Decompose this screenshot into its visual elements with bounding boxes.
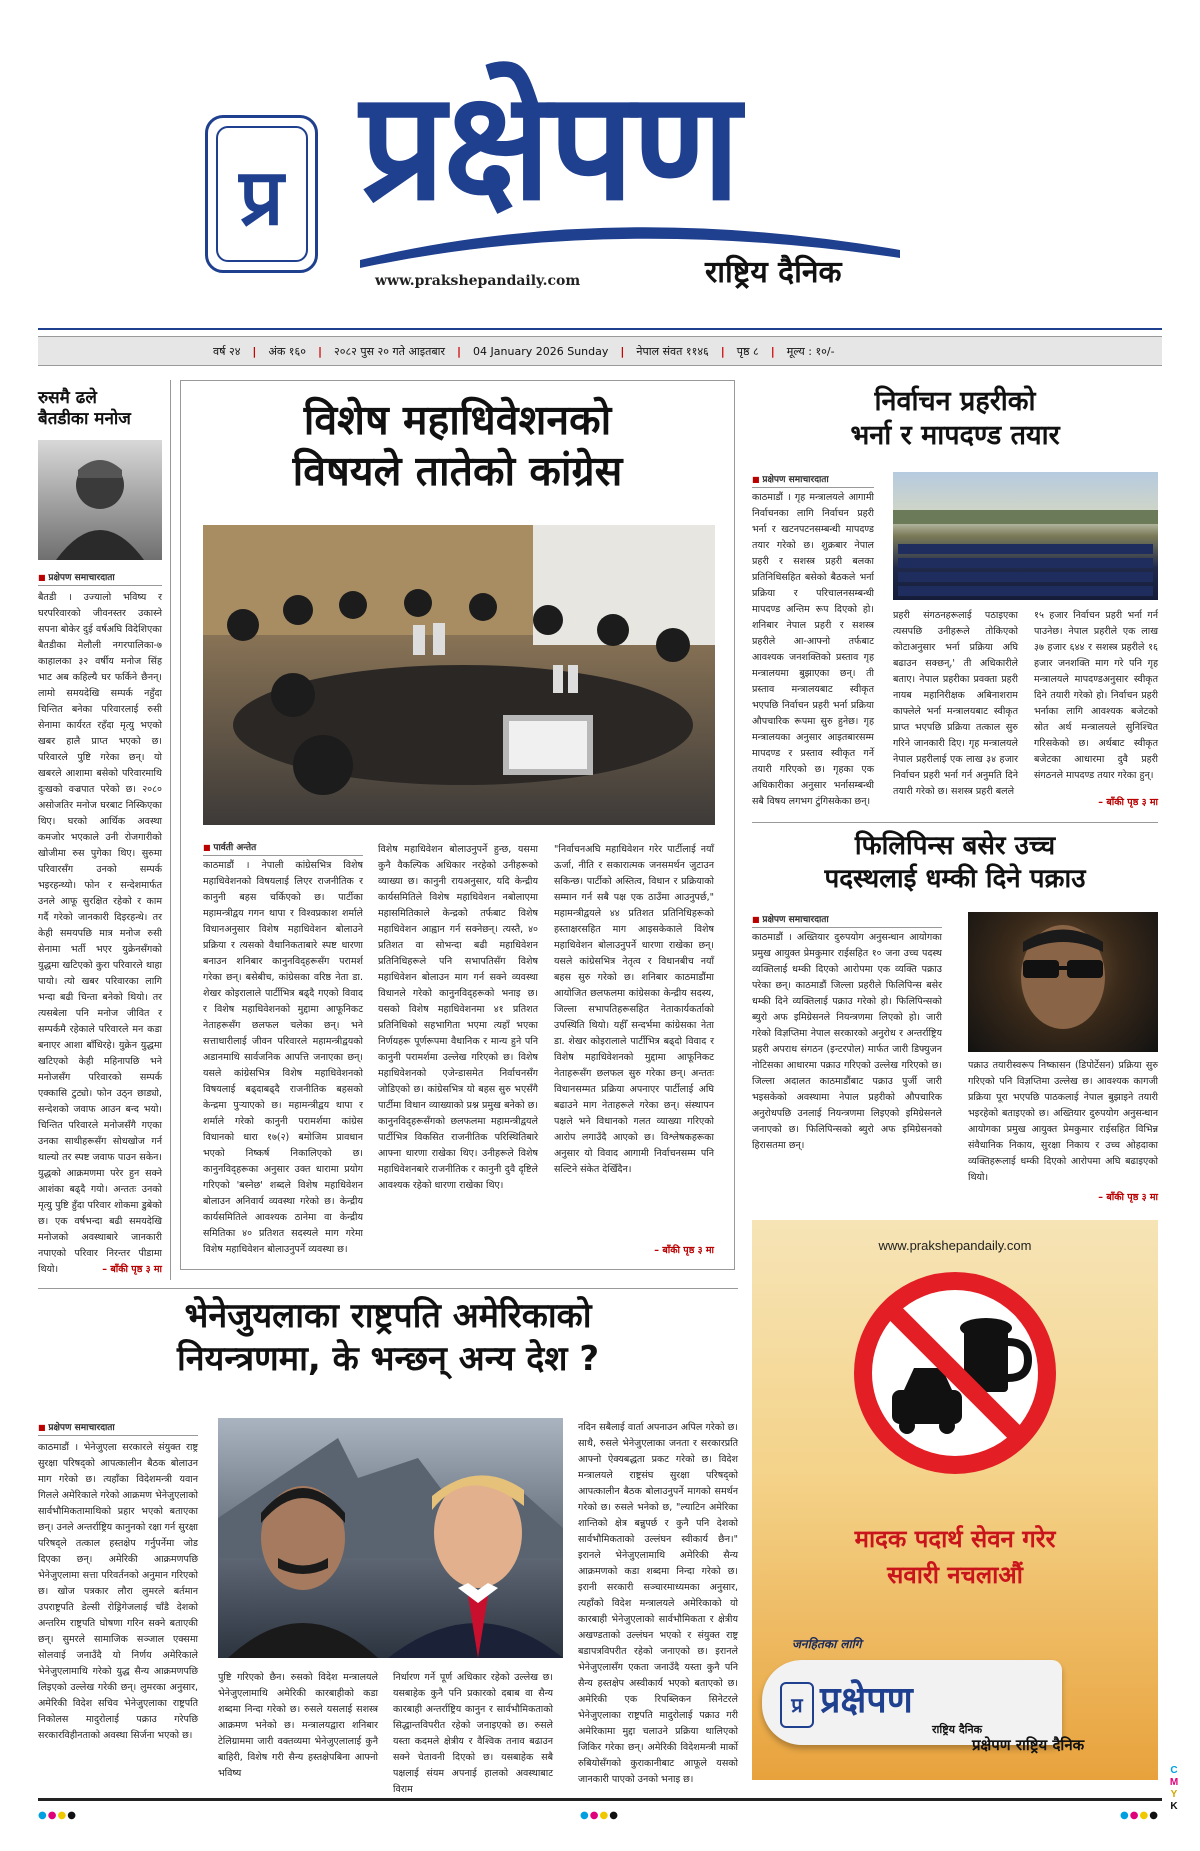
bottom-story-col4: नदिन सबैलाई वार्ता अपनाउन अपिल गरेको छ। साथै, रुसले भेनेजुएलाका जनता र सरकारप्रति आफ्नो ऐक्यबद्धता प्रकट गरेको छ। विदेश मन्त्रालयले राष्ट्रसंघ सुरक्षा परिषद्को आपत्कालीन बैठक बोलाउनुपर्ने मागको समर्थन गरेको छ। रुसले भनेको छ, "ल्याटिन अमेरिका शान्तिको क्षेत्र बन्नुपर्छ र कुनै पनि देशको सार्वभौमिकताको उल्लंघन स्वीकार्य छैन।" इरानले भेनेजुएलामाथि अमेरिकी सैन्य आक्रमणको कडा शब्दमा निन्दा गरेको छ। इरानी सरकारी सञ्चारमाध्यमका अनुसार, त्यहाँको विदेश मन्त्रालयले अमेरिकाको यो कारबाही भेनेजुएलाको सार्वभौमिकता र क्षेत्रीय अखण्डताको उल्लंघन भएको र संयुक्त राष्ट्र बडापत्रविपरीत रहेको जनाएको छ। इरानले भेनेजुएलासँग एकता जनाउँदै यस्ता कुनै पनि सैन्य हस्तक्षेप अस्वीकार्य भएको बताएको छ। अमेरिकी एक रिपब्लिकन सिनेटरले भेनेजुएलाका राष्ट्रपति मादुरोलाई पक्राउ गरी अमेरिकामा मुद्दा चलाउने प्रक्रिया थालिएको जिकिर गरेका छन्। अमेरिकी विदेशमन्त्री मार्को रुबियोसँगको कुराकानीबाट आफूले यसको जानकारी पाएको उनको भनाइ छ। bbox=[578, 1422, 738, 1785]
right-top-headline[interactable] bbox=[752, 385, 1158, 453]
right-top-col1: काठमाडौं । गृह मन्त्रालयले आगामी निर्वाचनका लागि निर्वाचन प्रहरी भर्ना र खटनपटनसम्बन्धी मापदण्ड तयार गरेको छ। शुक्रबार नेपाल प्रहरी र सशस्त्र प्रहरी बलका प्रतिनिधिसहित बसेको बैठकले भर्ना प्रक्रिया र परिचालनसम्बन्धी मापदण्ड अन्तिम रूप दिएको हो। शनिबार नेपाल प्रहरी र सशस्त्र प्रहरीले आ-आफ्नो तर्फबाट आवश्यक जनशक्तिको प्रस्ताव गृह मन्त्रालयमा बुझाएका छन्। ती प्रस्ताव मन्त्रालयबाट स्वीकृत भएपछि निर्वाचन प्रहरी भर्ना प्रक्रिया औपचारिक रूपमा सुरु हुनेछ। गृह मन्त्रालयका अनुसार आइतबारसम्म मापदण्ड र प्रस्ताव स्वीकृत गर्ने तयारी गरिएको छ। गृहका एक अधिकारीका अनुसार भर्नासम्बन्धी सबै विषय लगभग टुंगिसकेका छन्। bbox=[752, 492, 874, 807]
left-headline-line2: बैतडीका मनोज bbox=[38, 409, 131, 430]
right-top-byline: ■ प्रक्षेपण समाचारदाता bbox=[752, 472, 874, 488]
left-story-continued[interactable]: – बाँकी पृष्ठ ३ मा bbox=[102, 1264, 162, 1275]
date-nepali: २०८२ पुस २० गते आइतबार bbox=[334, 344, 445, 358]
left-headline-line1: रुसमै ढले bbox=[38, 388, 97, 408]
ad-message-line1: मादक पदार्थ सेवन गरेर bbox=[854, 1525, 1056, 1553]
registration-dots-left: ●●●● bbox=[38, 1810, 77, 1821]
ad-url[interactable]: www.prakshepandaily.com bbox=[878, 1238, 1032, 1253]
cmyk-c: C bbox=[1170, 1765, 1178, 1776]
bottom-story-headline[interactable] bbox=[38, 1295, 738, 1380]
cmyk-y: Y bbox=[1170, 1789, 1178, 1800]
left-story-body: बैतडी । उज्यालो भविष्य र घरपरिवारको जीवनस्तर उकास्ने सपना बोकेर दुई वर्षअघि विदेशिएका बैतडीका मेलौली नगरपालिका-७ काहालका ३२ वर्षीय मनोज सिंह भाट अब कहिल्यै घर फर्किने छैनन्। लामो समयदेखि सम्पर्क नहुँदा चिन्तित बनेका परिवारलाई रुसी सेनामा कार्यरत रहँदा मृत्यु भएको खबर हालै प्राप्त भएको छ। परिवारले पुष्टि गरेका छन्। यो खबरले आशामा बसेको परिवारमाथि दुःखको वज्रपात परेको छ। २०८० असोजतिर मनोज घरबाट निस्किएका थिए। घरको आर्थिक अवस्था कमजोर भएकाले उनी रोजगारीको खोजीमा रुस पुगेका थिए। सुरुमा परिवारसँग उनको सम्पर्क भइरहन्थ्यो। फोन र सन्देशमार्फत उनले आफू सुरक्षित रहेको र काम गर्दै गरेको जानकारी दिइरहन्थे। तर केही समयपछि मात्र मनोज रुसी सेनामा भर्ती भएर युक्रेनसँगको युद्धमा खटिएको कुरा परिवारले थाहा पायो। त्यो खबर परिवारका लागि भन्दा बढी चिन्ता बनेको थियो। तर त्यसबेला पनि मनोज जीवित र सम्पर्कमै रहेकाले परिवारले मन कडा बनाएर आशा बाँधिरहे। युक्रेन युद्धमा खटिएको केही महिनापछि भने मनोजसँग परिवारको सम्पर्क एक्कासि टुट्यो। फोन उठ्न छाड्यो, सन्देशको जवाफ आउन बन्द भयो। चिन्तित परिवारले मनोजसँगै गएका उनका साथीहरूसँग सोधखोज गर्न थाल्यो तर स्पष्ट जवाफ पाउन सकेन। युद्धको आक्रमणमा परेर हुन सक्ने आशंका बढ्दै गयो। अन्ततः उनको मृत्यु पुष्टि हुँदा परिवार शोकमा डुबेको छ। एक वर्षभन्दा बढी समयदेखि मनोजको अवस्थाबारे जानकारी नपाएको परिवार निरन्तर पीडामा थियो। bbox=[38, 592, 162, 1275]
ad-newspaper-roll bbox=[762, 1660, 1062, 1745]
left-story-byline: ■ प्रक्षेपण समाचारदाता bbox=[38, 570, 162, 586]
right-mid-col2: पक्राउ तयारीस्वरूप निष्कासन (डिपोर्टेसन) प्रक्रिया सुरु गरिएको पनि विज्ञप्तिमा उल्लेख छ। आवश्यक कागजी प्रक्रिया पूरा भएपछि पाठकलाई नेपाल बुझाइने तयारी भइरहेको बताइएको छ। अख्तियार दुरुपयोग अनुसन्धान आयोगका प्रमुख आयुक्त प्रेमकुमार राईसहित विभिन्न संवैधानिक निकाय, सुरक्षा निकाय र उच्च ओहदाका व्यक्तिहरूलाई धम्की दिएको आरोपमा अघि बढाइएको थियो। bbox=[968, 1060, 1158, 1183]
advertisement[interactable] bbox=[752, 1220, 1158, 1780]
price: मूल्य : १०/- bbox=[786, 344, 835, 358]
portrait-silhouette bbox=[38, 440, 162, 560]
cmyk-k: K bbox=[1170, 1801, 1178, 1812]
leaders-composite bbox=[218, 1418, 563, 1658]
ad-sponsor: प्रक्षेपण राष्ट्रिय दैनिक bbox=[972, 1736, 1085, 1754]
police-formation bbox=[893, 472, 1158, 600]
right-mid-continued[interactable]: – बाँकी पृष्ठ ३ मा bbox=[1098, 1192, 1158, 1203]
right-mid-headline[interactable] bbox=[752, 830, 1158, 895]
column-divider bbox=[170, 380, 171, 1280]
left-story-headline[interactable] bbox=[38, 388, 163, 431]
ad-paper-sub: राष्ट्रिय दैनिक bbox=[932, 1723, 983, 1736]
masthead-title: प्रक्षेपण bbox=[360, 60, 739, 234]
volume: वर्ष २४ bbox=[213, 344, 241, 358]
right-top-photo bbox=[893, 472, 1158, 600]
nepal-sambat: नेपाल संवत ११४६ bbox=[636, 344, 709, 358]
right-mid-headline-line1: फिलिपिन्स बसेर उच्च bbox=[854, 831, 1056, 861]
ad-paper-logo: प्र bbox=[780, 1682, 814, 1728]
right-mid-headline-line2: पदस्थलाई धम्की दिने पक्राउ bbox=[824, 863, 1086, 894]
bottom-story-photo bbox=[218, 1418, 563, 1658]
lead-story-byline: ■ पार्वती अन्तेत bbox=[203, 840, 363, 856]
right-mid-photo bbox=[968, 912, 1158, 1052]
right-top-continued[interactable]: – बाँकी पृष्ठ ३ मा bbox=[1098, 797, 1158, 808]
footer-bar bbox=[38, 1798, 1162, 1801]
masthead-website[interactable]: www.prakshepandaily.com bbox=[375, 273, 581, 289]
masthead-rule bbox=[38, 328, 1162, 330]
page-number: पृष्ठ ८ bbox=[736, 344, 759, 358]
right-mid-col1: काठमाडौं । अख्तियार दुरुपयोग अनुसन्धान आयोगका प्रमुख आयुक्त प्रेमकुमार राईसहित १० जना उच्च पदस्थ व्यक्तिलाई धम्की दिएको आरोपमा एक व्यक्ति पक्राउ परेका छन्। काठमाडौं जिल्ला प्रहरीले फिलिपिन्स बसेर धम्की दिने व्यक्तिलाई पक्राउ गरेको हो। फिलिपिन्सको ब्युरो अफ इमिग्रेसनले नियन्त्रणमा लिएको हो। जारी गरेको विज्ञप्तिमा नेपाल सरकारको अनुरोध र अन्तर्राष्ट्रिय प्रहरी अपराध संगठन (इन्टरपोल) मार्फत जारी डिफ्युजन नोटिसका आधारमा पक्राउ गरिएको उल्लेख गरिएको छ। जिल्ला अदालत काठमाडौंबाट पक्राउ पुर्जी जारी भइसकेको अवस्थामा नेपाल प्रहरीको औपचारिक अनुरोधपछि उनलाई नियन्त्रणमा लिइएको इमिग्रेसनले जनाएको छ। फिलिपिन्सको ब्युरो अफ इमिग्रेसनको हिरासतमा छन्। bbox=[752, 932, 942, 1151]
left-story-photo bbox=[38, 440, 162, 560]
cmyk-marks bbox=[1168, 1765, 1180, 1813]
bottom-headline-line1: भेनेजुयलाका राष्ट्रपति अमेरिकाको bbox=[184, 1296, 592, 1336]
bottom-story-byline: ■ प्रक्षेपण समाचारदाता bbox=[38, 1420, 198, 1436]
masthead-logo bbox=[205, 115, 318, 273]
right-top-col3: १५ हजार निर्वाचन प्रहरी भर्ना गर्न पाउनेछ। नेपाल प्रहरीले एक लाख ३७ हजार ६४४ र सशस्त्र प्रहरीले १६ हजार जनशक्ति माग गरे पनि गृह मन्त्रालयले मापदण्डअनुसार स्वीकृत दिने तयारी गरेको हो। निर्वाचन प्रहरी भर्नाका लागि आवश्यक बजेटको स्रोत अर्थ मन्त्रालयले सुनिश्चित गरिसकेको छ। अर्थबाट स्वीकृत बजेटका आधारमा दुवै प्रहरी संगठनले मापदण्ड तयार गरेका हुन्। bbox=[1034, 610, 1158, 781]
dateline-bar: वर्ष २४ | अंक १६० | २०८२ पुस २० गते आइतबार | 04 January 2026 Sunday | नेपाल संवत ११४६ | पृष्ठ ८ | मूल्य : १०/- bbox=[38, 336, 1162, 366]
bottom-divider bbox=[38, 1288, 738, 1289]
lead-story-col3: "निर्वाचनअघि महाधिवेशन गरेर पार्टीलाई नयाँ ऊर्जा, नीति र सकारात्मक जनसमर्थन जुटाउन सकिन्छ। पार्टीको अस्तित्व, विधान र प्रक्रियाको सम्मान गर्न सबै पक्ष एक ठाउँमा आउनुपर्छ," महामन्त्रीद्वयले ४४ प्रतिशत प्रतिनिधिहरूको हस्ताक्षरसहित माग आइसकेकाले विशेष महाधिवेशन बोलाउनुपर्ने धारणा राखेका छन्। यसले कांग्रेसभित्र नेतृत्व र विधानबीच नयाँ बहस सुरु गरेको छ। शनिबार काठमाडौंमा आयोजित छलफलमा कांग्रेसका केन्द्रीय सदस्य, जिल्ला सभापतिहरूसहित नेताकार्यकर्ताको उपस्थिति थियो। यहीँ सन्दर्भमा कांग्रेसका नेता डा. शेखर कोइरालाले पार्टीभित्र बढ्दो विवाद र विशेष महाधिवेशनको मुद्दामा आफूनिकट नेताहरूसँग छलफल सुरु गरेका छन्। अन्ततः विधानसम्मत प्रक्रिया अपनाएर पार्टीलाई अघि बढाउने माग नेताहरूले गरेका छन्। संस्थापन पक्षले भने विधानको गलत व्याख्या गरिएको आरोप लगाउँदै आएको छ। विश्लेषकहरूका अनुसार यो विवाद आगामी निर्वाचनसम्म पनि सल्टिने संकेत देखिँदैन। bbox=[554, 844, 714, 1175]
right-top-headline-line1: निर्वाचन प्रहरीको bbox=[874, 386, 1036, 417]
no-drink-drive-icon bbox=[852, 1270, 1058, 1476]
lead-story-photo bbox=[203, 525, 715, 825]
date-english: 04 January 2026 Sunday bbox=[473, 344, 609, 358]
logo-glyph: प्र bbox=[216, 126, 308, 262]
ad-message-line2: सवारी नचलाऔं bbox=[887, 1561, 1023, 1589]
masthead-subtitle: राष्ट्रिय दैनिक bbox=[705, 255, 842, 290]
right-divider-1 bbox=[752, 822, 1158, 823]
right-top-col2: प्रहरी संगठनहरूलाई पठाइएका त्यसपछि उनीहरूले तोकिएको कोटाअनुसार भर्ना प्रक्रिया अघि बढाउन सक्छन्,' ती अधिकारीले बताए। नेपाल प्रहरीका प्रवक्ता प्रहरी नायब महानिरीक्षक अबिनाशराम काफ्लेले भर्ना मन्त्रालयबाट स्वीकृत प्राप्त भएपछि प्रक्रिया तत्काल सुरु गरिने जानकारी दिए। गृह मन्त्रालयले नेपाल प्रहरीलाई एक लाख ३४ हजार निर्वाचन प्रहरी भर्ना गर्न अनुमति दिने तयारी गरेको छ। सशस्त्र प्रहरी बलले bbox=[893, 610, 1018, 797]
cmyk-m: M bbox=[1169, 1777, 1179, 1788]
bottom-headline-line2: नियन्त्रणमा, के भन्छन् अन्य देश ? bbox=[176, 1338, 600, 1379]
registration-dots-right: ●●●● bbox=[1120, 1810, 1159, 1821]
ad-tagline: जनहितका लागि bbox=[792, 1637, 862, 1651]
bottom-story-col1: काठमाडौं । भेनेजुएला सरकारले संयुक्त राष्ट्र सुरक्षा परिषद्को आपत्कालीन बैठक बोलाउन माग गरेको छ। त्यहाँका विदेशमन्त्री यवान गिलले अमेरिकाले गरेको आक्रमण भेनेजुएलाको सार्वभौमिकतामाथिको प्रहार भएको बताएका छन्। उनले अन्तर्राष्ट्रिय कानुनको रक्षा गर्न सुरक्षा परिषद्ले तत्काल हस्तक्षेप गर्नुपर्नेमा जोड दिएका छन्। अमेरिकी आक्रमणपछि भेनेजुएलामा सत्ता परिवर्तनको अनुमान गरिएको छ। खोज पत्रकार लौरा लुमरले बर्तमान उपराष्ट्रपति डेल्सी रोड्रिगेजलाई चाँडै देशको अन्तरिम राष्ट्रपति घोषणा गरिन सक्ने बताएकी छन्। सुमरले सामाजिक सञ्जाल एक्समा सोलवाई जनाउँदै यो निर्णय अमेरिकाले भेनेजुएलामाथि गरेको युद्ध सैन्य आक्रमणपछि लिइएको उल्लेख गरेकी छन्। लुमरका अनुसार, अमेरिकी विदेश सचिव भेनेजुएलाका राष्ट्रपति निकोलस मादुरोलाई पक्राउ गरेपछि सरकारविहीनताको अवस्था सिर्जना भएको छ। bbox=[38, 1442, 198, 1741]
issue: अंक १६० bbox=[268, 344, 306, 358]
ad-paper-name: प्रक्षेपण bbox=[820, 1680, 913, 1721]
meeting-scene bbox=[203, 525, 715, 825]
lead-story-col1: काठमाडौं । नेपाली कांग्रेसभित्र विशेष महाधिवेशनको विषयलाई लिएर राजनीतिक र कानुनी बहस चर्किएको छ। पार्टीका महामन्त्रीद्वय गगन थापा र विश्वप्रकाश शर्माले विधानअनुसार विशेष महाधिवेशन बोलाउने प्रक्रिया र त्यसको वैधानिकताबारे स्पष्ट धारणा बनाउन शनिबार कानुनविद्हरूसँग परामर्श गरेका छन्। बसेबीच, कांग्रेसका वरिष्ठ नेता डा. शेखर कोइरालाले पार्टीभित्र बढ्दै गएको विवाद र विशेष महाधिवेशनको मुद्दामा आफूनिकट नेताहरूसँग छलफल चलेका छन्। भने सत्ताधारीलाई जीवन परिवारले महामन्त्रीद्वयको अडानमाथि सार्वजनिक आपत्ति जनाएका छन्। यसले कांग्रेसभित्र विशेष महाधिवेशनको विषयलाई बढ्दाबढ्दै राजनीतिक बहसको केन्द्रमा पुर्‍याएको छ। महामन्त्रीद्वय थापा र शर्माले गरेको कानुनी परामर्शमा कांग्रेस विधानको धारा १७(२) बमोजिम प्रावधान भएको निष्कर्ष निकालिएको छ। कानुनविद्हरूका अनुसार उक्त धारामा प्रयोग गरिएको 'बस्नेछ' शब्दले विशेष महाधिवेशन बोलाउन अनिवार्य व्यवस्था गरेको छ। केन्द्रीय कार्यसमितिले आवश्यक ठानेमा वा केन्द्रीय समितिका ४० प्रतिशत सदस्यले माग गरेमा विशेष महाधिवेशन बोलाउनुपर्ने व्यवस्था छ। bbox=[203, 860, 363, 1255]
suspect-portrait bbox=[968, 912, 1158, 1052]
lead-headline-line1: विशेष महाधिवेशनको bbox=[303, 396, 612, 444]
lead-story-col2: विशेष महाधिवेशन बोलाउनुपर्ने हुन्छ, यसमा कुनै वैकल्पिक अधिकार नरहेको उनीहरूको व्याख्या छ। कानुनी रायअनुसार, यदि केन्द्रीय कार्यसमितिले विशेष महाधिवेशन नबोलाएमा महासमितिकाले केन्द्रको तर्फबाट विशेष महाधिवेशन आह्वान गर्न सक्नेछन्। त्यस्तै, ४० प्रतिशत वा सोभन्दा बढी महाधिवेशन प्रतिनिधिहरूले पनि सभापतिसँग विशेष महाधिवेशन बोलाउन माग गर्न सक्ने व्यवस्था विधानले गरेको कानुनविद्हरूको भनाइ छ। यसको विशेष महाधिवेशनमा ४१ प्रतिशत प्रतिनिधिको सहभागिता भएमा त्यहाँ भएका निर्णयहरू पूर्णरूपमा वैधानिक र मान्य हुने पनि कानुनी परामर्शमा उल्लेख गरिएको छ। विशेष महाधिवेशनको एजेन्डासमेत निर्वाचनसँग जोडिएको छ। कांग्रेसभित्र यो बहस सुरु भएसँगै पार्टीमा विधान व्याख्याको प्रश्न प्रमुख बनेको छ। कानुनविद्हरूसँगको छलफलमा महामन्त्रीद्वयले पार्टीभित्र विकसित राजनीतिक परिस्थितिबारे आफ्ना धारणा राखेका थिए। उनीहरूले विशेष महाधिवेशनबारे राजनीतिक र कानुनी दुवै दृष्टिले आवश्यक रहेको धारणा राखेका थिए। bbox=[378, 844, 538, 1191]
right-top-headline-line2: भर्ना र मापदण्ड तयार bbox=[850, 419, 1060, 451]
bottom-story-col2: पुष्टि गरिएको छैन। रुसको विदेश मन्त्रालयले भेनेजुएलामाथि अमेरिकी कारबाहीको कडा शब्दमा निन्दा गरेको छ। रुसले यसलाई सशस्त्र आक्रमण भनेको छ। मन्त्रालयद्वारा शनिबार टेलिग्राममा जारी वक्तव्यमा भेनेजुएलालाई कुनै बाहिरी, विशेष गरी सैन्य हस्तक्षेपबिना आफ्नो भविष्य bbox=[218, 1672, 378, 1779]
lead-headline-line2: विषयले तातेको कांग्रेस bbox=[292, 447, 623, 496]
registration-dots-center: ●●●● bbox=[580, 1810, 619, 1821]
lead-story-continued[interactable]: – बाँकी पृष्ठ ३ मा bbox=[654, 1245, 714, 1256]
bottom-story-col3: निर्धारण गर्ने पूर्ण अधिकार रहेको उल्लेख छ। यसबाहेक कुनै पनि प्रकारको दबाब वा सैन्य कारबाही अन्तर्राष्ट्रिय कानुन र सार्वभौमिकताको सिद्धान्तविपरीत रहेको जनाइएको छ। रुसले यस्ता कदमले क्षेत्रीय र वैश्विक तनाव बढाउन सक्ने चेतावनी दिएको छ। यसबाहेक सबै पक्षलाई संयम अपनाई हालको अवस्थाबाट विराम bbox=[393, 1672, 553, 1795]
lead-story-headline[interactable] bbox=[190, 395, 725, 498]
right-mid-byline: ■ प्रक्षेपण समाचारदाता bbox=[752, 912, 942, 928]
